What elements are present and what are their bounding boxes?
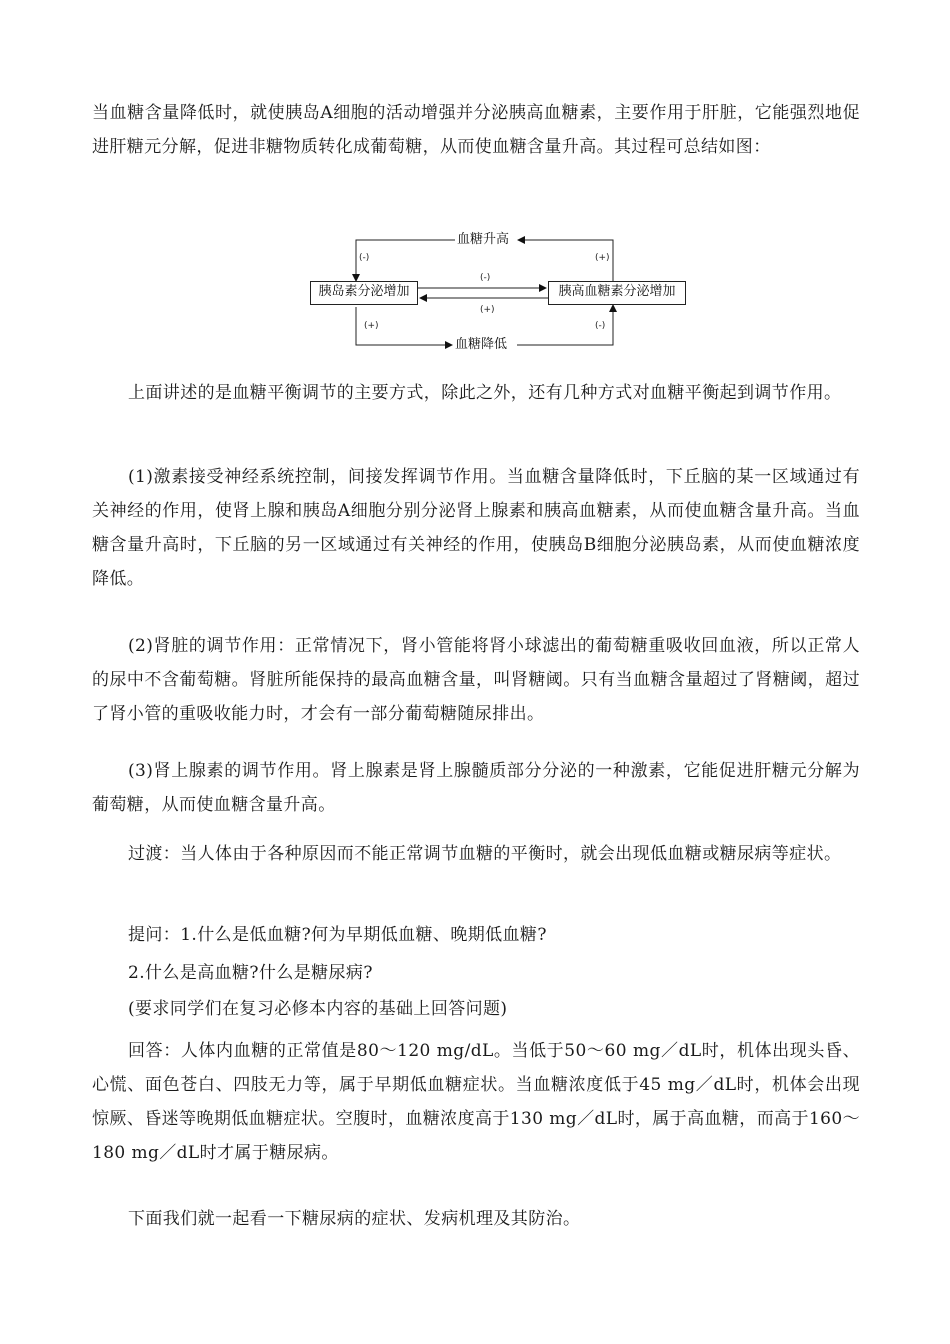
blood-sugar-regulation-diagram xyxy=(300,225,700,360)
paragraph-adrenaline: (3)肾上腺素的调节作用。肾上腺素是肾上腺髓质部分分泌的一种激素，它能促进肝糖元分解为葡萄糖，从而使血糖含量升高。 xyxy=(92,761,860,815)
top-feedback-line-right xyxy=(518,240,613,287)
paragraph-glucagon: 当血糖含量降低时，就使胰岛A细胞的活动增强并分泌胰高血糖素，主要作用于肝脏，它能强烈地促进肝糖元分解，促进非糖物质转化成葡萄糖，从而使血糖含量升高。其过程可总结如图： xyxy=(92,103,860,157)
sign-mid-top: (-) xyxy=(480,273,491,283)
question-2: 2.什么是高血糖?什么是糖尿病? xyxy=(128,963,373,983)
paragraph-answer: 回答：人体内血糖的正常值是80～120 mg/dL。当低于50～60 mg／dL时，机体出现头昏、心慌、面色苍白、四肢无力等，属于早期低血糖症状。当血糖浓度低于45 mg／dL时，机体会出现惊厥、昏迷等晚期低血糖症状。空腹时，血糖浓度高于130 mg／dL时，属于高血糖，而高于160～180 mg／dL时才属于糖尿病。 xyxy=(92,1041,860,1163)
paragraph-kidney: (2)肾脏的调节作用：正常情况下，肾小管能将肾小球滤出的葡萄糖重吸收回血液，所以正常人的尿中不含葡萄糖。肾脏所能保持的最高血糖含量，叫肾糖阈。只有当血糖含量超过了肾糖阈，超过了肾小管的重吸收能力时，才会有一部分葡萄糖随尿排出。 xyxy=(92,636,860,724)
question-1: 提问：1.什么是低血糖?何为早期低血糖、晚期低血糖? xyxy=(128,925,547,945)
box-insulin-secretion: 胰岛素分泌增加 xyxy=(310,281,418,305)
paragraph-neural-control: (1)激素接受神经系统控制，间接发挥调节作用。当血糖含量降低时，下丘脑的某一区域通过有关神经的作用，使肾上腺和胰岛A细胞分别分泌肾上腺素和胰高血糖素，从而使血糖含量升高。当血糖含量升高时，下丘脑的另一区域通过有关神经的作用，使胰岛B细胞分泌胰岛素，从而使血糖浓度降低。 xyxy=(92,467,860,589)
sign-bottom-right: (-) xyxy=(595,321,606,331)
paragraph-transition: 过渡：当人体由于各种原因而不能正常调节血糖的平衡时，就会出现低血糖或糖尿病等症状。 xyxy=(128,844,842,864)
question-note: (要求同学们在复习必修本内容的基础上回答问题) xyxy=(128,999,508,1019)
sign-bottom-left: (+) xyxy=(364,321,379,331)
label-blood-sugar-down: 血糖降低 xyxy=(455,337,508,352)
paragraph-other-ways: 上面讲述的是血糖平衡调节的主要方式，除此之外，还有几种方式对血糖平衡起到调节作用。 xyxy=(128,383,842,403)
top-feedback-line-left xyxy=(356,240,455,281)
sign-top-left: (-) xyxy=(359,253,370,263)
paragraph-closing: 下面我们就一起看一下糖尿病的症状、发病机理及其防治。 xyxy=(128,1209,581,1229)
sign-mid-bottom: (+) xyxy=(480,305,495,315)
label-blood-sugar-up: 血糖升高 xyxy=(457,232,510,247)
sign-top-right: (+) xyxy=(595,253,610,263)
box-glucagon-secretion: 胰高血糖素分泌增加 xyxy=(548,281,686,305)
